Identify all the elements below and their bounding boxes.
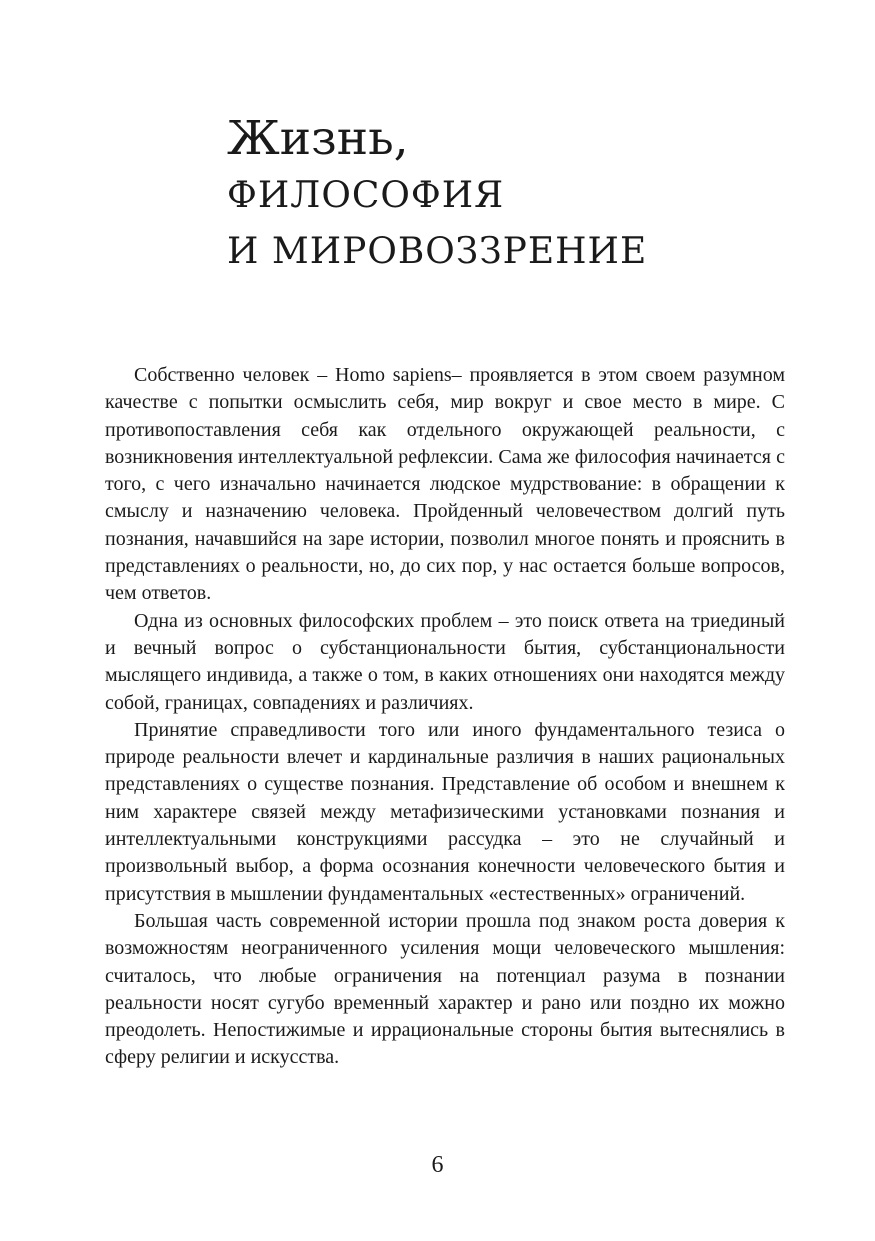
chapter-title bbox=[227, 110, 647, 280]
paragraph-2: Одна из основных философских проблем – это поиск ответа на триединый и вечный вопрос о субстанциональности бытия, субстанциональности мыслящего индивида, а также о том, в каких отношениях они находятся между собой, границах, совпадениях и различиях. bbox=[105, 609, 785, 714]
body-text bbox=[105, 362, 785, 1072]
chapter-title-line-1: Жизнь, bbox=[227, 111, 409, 166]
paragraph-1: Собственно человек – Homo sapiens– проявляется в этом своем разумном качестве с попытки осмыслить себя, мир вокруг и свое место в мире. С противопоставления себя как отдельного окружающей реальности, с возникновения интеллектуальной рефлексии. Сама же философия начинается с того, с чего изначально начинается людское мудрствование: в обращении к смыслу и назначению человека. Пройденный человечеством долгий путь познания, начавшийся на заре истории, позволил многое понять и прояснить в представлениях о реальности, но, до сих пор, у нас остается больше вопросов, чем ответов. bbox=[105, 364, 785, 605]
chapter-title-line-3: И МИРОВОЗЗРЕНИЕ bbox=[227, 231, 648, 272]
chapter-title-line-2: ФИЛОСОФИЯ bbox=[227, 175, 505, 216]
paragraph-3: Принятие справедливости того или иного фундаментального тезиса о природе реальности влечет и кардинальные различия в наших рациональных представлениях о существе познания. Представление об особом и внешнем к ним характере связей между метафизическими установками познания и интеллектуальными конструкциями рассудка – это не случайный и произвольный выбор, а форма осознания конечности человеческого бытия и присутствия в мышлении фундаментальных «естественных» ограничений. bbox=[105, 718, 785, 905]
page-number: 6 bbox=[431, 1152, 444, 1178]
paragraph-4: Большая часть современной истории прошла под знаком роста доверия к возможностям неограниченного усиления мощи человеческого мышления: считалось, что любые ограничения на потенциал разума в познании реальности носят сугубо временный характер и рано или поздно их можно преодолеть. Непостижимые и иррациональные стороны бытия вытеснялись в сферу религии и искусства. bbox=[105, 909, 785, 1069]
